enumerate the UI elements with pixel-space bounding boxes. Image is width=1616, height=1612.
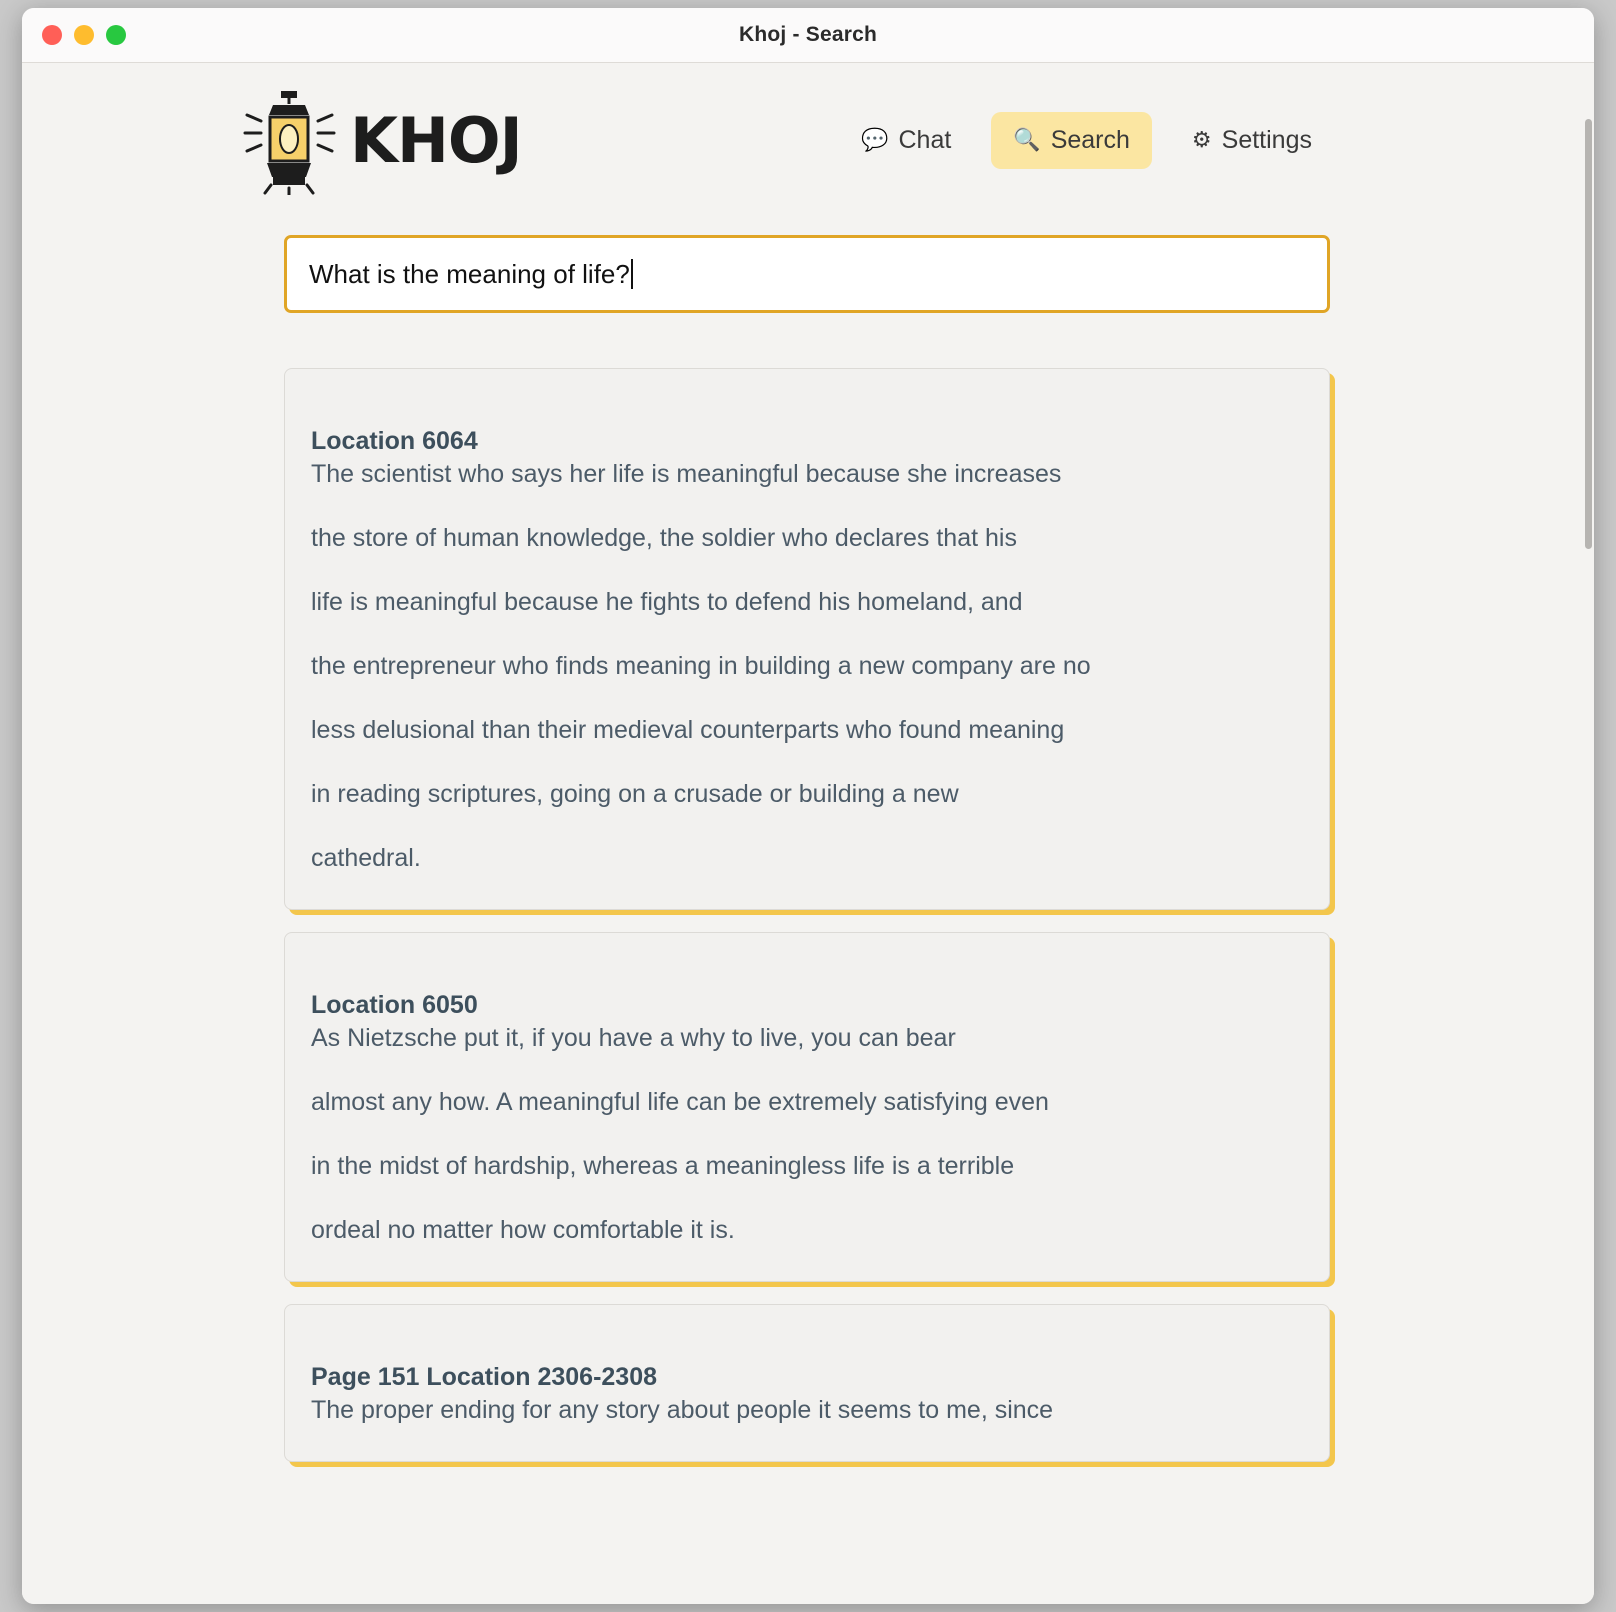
- result-card[interactable]: [284, 368, 1330, 910]
- result-line: cathedral.: [311, 844, 421, 872]
- result-line: the store of human knowledge, the soldier who declares that his: [311, 524, 1017, 552]
- nav-label-chat: Chat: [898, 125, 952, 154]
- result-line: As Nietzsche put it, if you have a why to live, you can bear: [311, 1024, 956, 1052]
- brand-name: KHOJ: [350, 103, 522, 177]
- result-line: The scientist who says her life is meaningful because she increases: [311, 460, 1062, 488]
- window-titlebar: [22, 8, 1594, 63]
- nav-item-chat[interactable]: [839, 112, 973, 169]
- main-nav: [839, 112, 1534, 169]
- search-input-value: What is the meaning of life?: [309, 258, 630, 289]
- result-card[interactable]: [284, 932, 1330, 1282]
- scrollbar-thumb[interactable]: [1585, 119, 1592, 549]
- result-line: the entrepreneur who finds meaning in building a new company are no: [311, 652, 1091, 680]
- scroll-area: [22, 63, 1594, 1604]
- result-line: almost any how. A meaningful life can be extremely satisfying even: [311, 1088, 1049, 1116]
- search-input[interactable]: [284, 235, 1330, 313]
- search-results: [22, 313, 1594, 1462]
- result-line: life is meaningful because he fights to defend his homeland, and: [311, 588, 1023, 616]
- lantern-icon: [237, 85, 342, 195]
- window-content: [22, 63, 1594, 1604]
- vertical-scrollbar[interactable]: [1585, 119, 1592, 1602]
- nav-label-search: Search: [1050, 125, 1130, 154]
- result-title: Page 151 Location 2306-2308: [311, 1363, 658, 1391]
- result-line: in the midst of hardship, whereas a meaningless life is a terrible: [311, 1152, 1015, 1180]
- result-line: The proper ending for any story about people it seems to me, since: [311, 1396, 1054, 1424]
- result-line: in reading scriptures, going on a crusade or building a new: [311, 780, 959, 808]
- nav-item-settings[interactable]: [1170, 112, 1334, 169]
- search-row: [22, 195, 1594, 313]
- brand-logo: [237, 85, 522, 195]
- magnifier-icon: 🔍: [1013, 127, 1041, 152]
- result-line: less delusional than their medieval counterparts who found meaning: [311, 716, 1065, 744]
- gear-icon: ⚙: [1191, 127, 1212, 152]
- window-title: Khoj - Search: [739, 23, 877, 46]
- result-title: Location 6064: [311, 427, 478, 455]
- result-card[interactable]: [284, 1304, 1330, 1462]
- result-body: [311, 1398, 1303, 1423]
- chat-bubble-icon: 💬: [861, 127, 889, 152]
- text-caret: [631, 259, 633, 289]
- result-body: [311, 462, 1303, 871]
- nav-label-settings: Settings: [1221, 125, 1312, 154]
- result-body: [311, 1026, 1303, 1243]
- result-title: Location 6050: [311, 991, 478, 1019]
- khoj-window: [22, 8, 1594, 1604]
- result-line: ordeal no matter how comfortable it is.: [311, 1216, 735, 1244]
- nav-item-search[interactable]: [991, 112, 1152, 169]
- app-header: [22, 63, 1594, 195]
